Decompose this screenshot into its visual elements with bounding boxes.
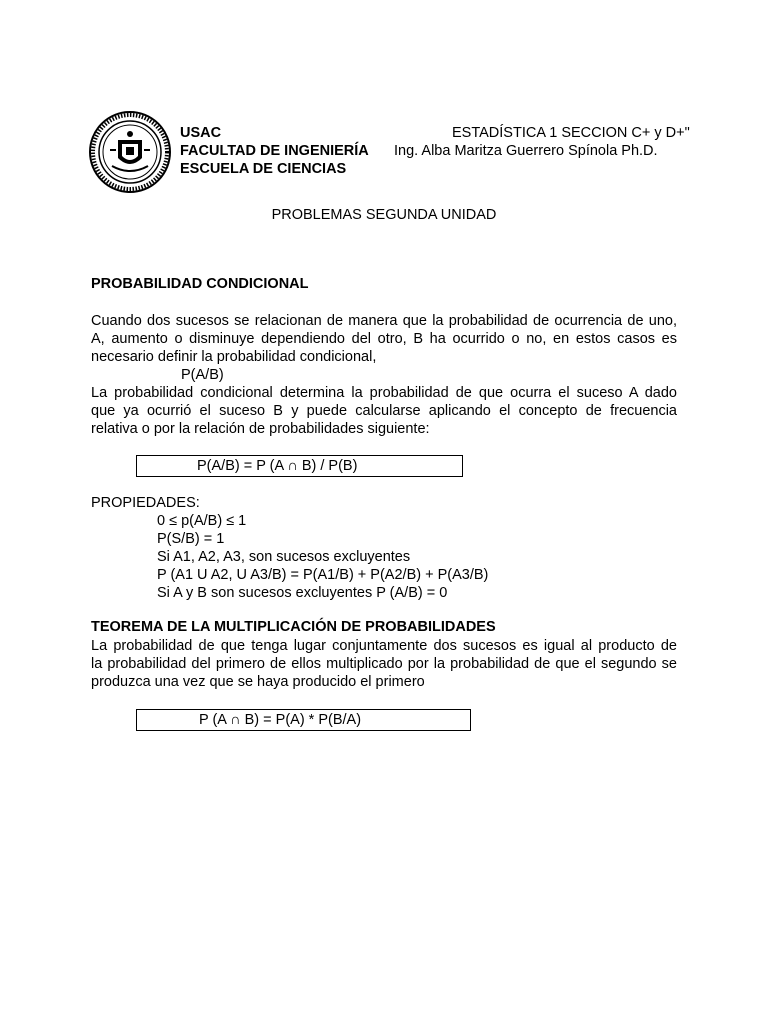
paragraph-line: relativa o por la relación de probabilidades siguiente: [91, 421, 430, 437]
instructor-name: Ing. Alba Maritza Guerrero Spínola Ph.D. [394, 143, 658, 159]
multiplication-paragraph [91, 637, 677, 691]
paragraph-line: produzca una vez que se haya producido el primero [91, 674, 425, 690]
paragraph-line: la probabilidad del primero de ellos multiplicado por la probabilidad de que el segundo se [91, 656, 677, 672]
section-heading-conditional: PROBABILIDAD CONDICIONAL [91, 276, 309, 292]
conditional-intro-paragraph [91, 312, 677, 438]
section-heading-multiplication: TEOREMA DE LA MULTIPLICACIÓN DE PROBABILIDADES [91, 619, 496, 635]
org-line-3: ESCUELA DE CIENCIAS [180, 161, 347, 177]
paragraph-line: A, aumento o disminuye dependiendo del otro, B ha ocurrido o no, en estos casos es [91, 331, 677, 347]
multiplication-formula-box [136, 709, 471, 731]
properties-block [91, 494, 488, 602]
paragraph-line: que ya ocurrió el suceso B y puede calcularse aplicando el concepto de frecuencia [91, 403, 677, 419]
properties-heading: PROPIEDADES: [91, 495, 200, 511]
property-item: 0 ≤ p(A/B) ≤ 1 [157, 513, 247, 529]
multiplication-formula: P (A ∩ B) = P(A) * P(B/A) [199, 712, 362, 728]
property-item: P(S/B) = 1 [157, 531, 225, 547]
property-item: Si A1, A2, A3, son sucesos excluyentes [157, 549, 411, 565]
university-seal-logo [88, 110, 172, 194]
conditional-formula: P(A/B) = P (A ∩ B) / P(B) [197, 458, 358, 474]
paragraph-line: La probabilidad de que tenga lugar conjuntamente dos sucesos es igual al producto de [91, 638, 677, 654]
org-line-2: FACULTAD DE INGENIERÍA [180, 143, 369, 159]
document-title: PROBLEMAS SEGUNDA UNIDAD [271, 207, 497, 223]
paragraph-line: necesario definir la probabilidad condicional, [91, 349, 377, 365]
conditional-formula-box [136, 455, 463, 477]
org-line-1: USAC [180, 125, 222, 141]
paragraph-line: Cuando dos sucesos se relacionan de manera que la probabilidad de ocurrencia de uno, [91, 313, 677, 329]
institution-block [180, 124, 369, 178]
course-name: ESTADÍSTICA 1 SECCION C+ y D+" [452, 125, 690, 141]
conditional-notation: P(A/B) [181, 367, 224, 383]
paragraph-line: La probabilidad condicional determina la probabilidad de que ocurra el suceso A dado [91, 385, 677, 401]
property-item: Si A y B son sucesos excluyentes P (A/B) = 0 [157, 585, 448, 601]
property-item: P (A1 U A2, U A3/B) = P(A1/B) + P(A2/B) + P(A3/B) [157, 567, 489, 583]
